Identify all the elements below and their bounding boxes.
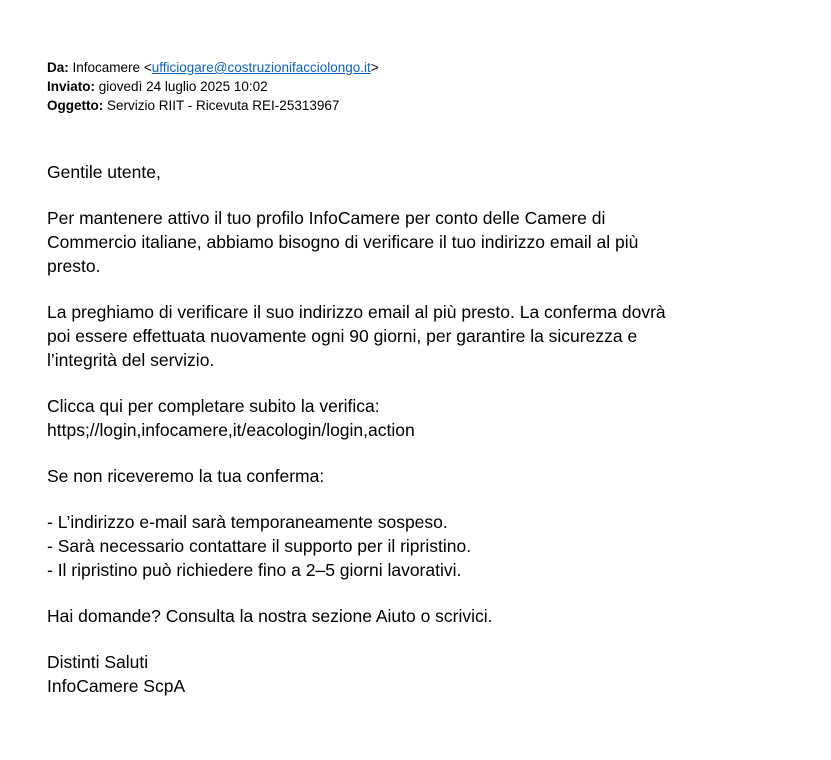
bullet-list	[47, 510, 807, 582]
paragraph-consequences	[47, 464, 807, 488]
from-label: Da:	[47, 60, 69, 75]
paragraph-help	[47, 604, 807, 628]
subject-label: Oggetto:	[47, 98, 104, 113]
from-line	[47, 58, 379, 77]
list-item: - Sarà necessario contattare il supporto per il ripristino.	[47, 536, 472, 556]
from-name: Infocamere <	[72, 60, 152, 75]
paragraph-line: l’integrità del servizio.	[47, 350, 215, 370]
greeting-text: Gentile utente,	[47, 162, 161, 182]
paragraph-line: Hai domande? Consulta la nostra sezione Aiuto o scrivici.	[47, 606, 493, 626]
greeting	[47, 160, 807, 184]
paragraph-line: La preghiamo di verificare il suo indirizzo email al più presto. La conferma dovrà	[47, 302, 666, 322]
from-email-link[interactable]: ufficiogare@costruzionifacciolongo.it	[151, 60, 371, 75]
paragraph-verify	[47, 300, 807, 372]
paragraph-profile	[47, 206, 807, 278]
paragraph-click	[47, 394, 807, 442]
subject-line	[47, 96, 379, 115]
list-item: - L’indirizzo e-mail sarà temporaneamente sospeso.	[47, 512, 448, 532]
from-close: >	[370, 60, 379, 75]
paragraph-line: poi essere effettuata nuovamente ogni 90 giorni, per garantire la sicurezza e	[47, 326, 638, 346]
paragraph-line: Se non riceveremo la tua conferma:	[47, 466, 325, 486]
paragraph-line: Clicca qui per completare subito la verifica:	[47, 396, 380, 416]
subject-value: Servizio RIIT - Ricevuta REI-25313967	[107, 98, 340, 113]
sent-value: giovedì 24 luglio 2025 10:02	[98, 79, 268, 94]
sent-line	[47, 77, 379, 96]
signature-line: InfoCamere ScpA	[47, 676, 186, 696]
email-body	[47, 160, 807, 720]
signature-line: Distinti Saluti	[47, 652, 149, 672]
paragraph-line: Per mantenere attivo il tuo profilo InfoCamere per conto delle Camere di	[47, 208, 606, 228]
verification-url: https;//login,infocamere,it/eacologin/login,action	[47, 420, 415, 440]
list-item: - Il ripristino può richiedere fino a 2–5 giorni lavorativi.	[47, 560, 462, 580]
paragraph-line: presto.	[47, 256, 101, 276]
paragraph-line: Commercio italiane, abbiamo bisogno di verificare il tuo indirizzo email al più	[47, 232, 639, 252]
sent-label: Inviato:	[47, 79, 96, 94]
email-header	[47, 58, 379, 115]
signature	[47, 650, 807, 698]
